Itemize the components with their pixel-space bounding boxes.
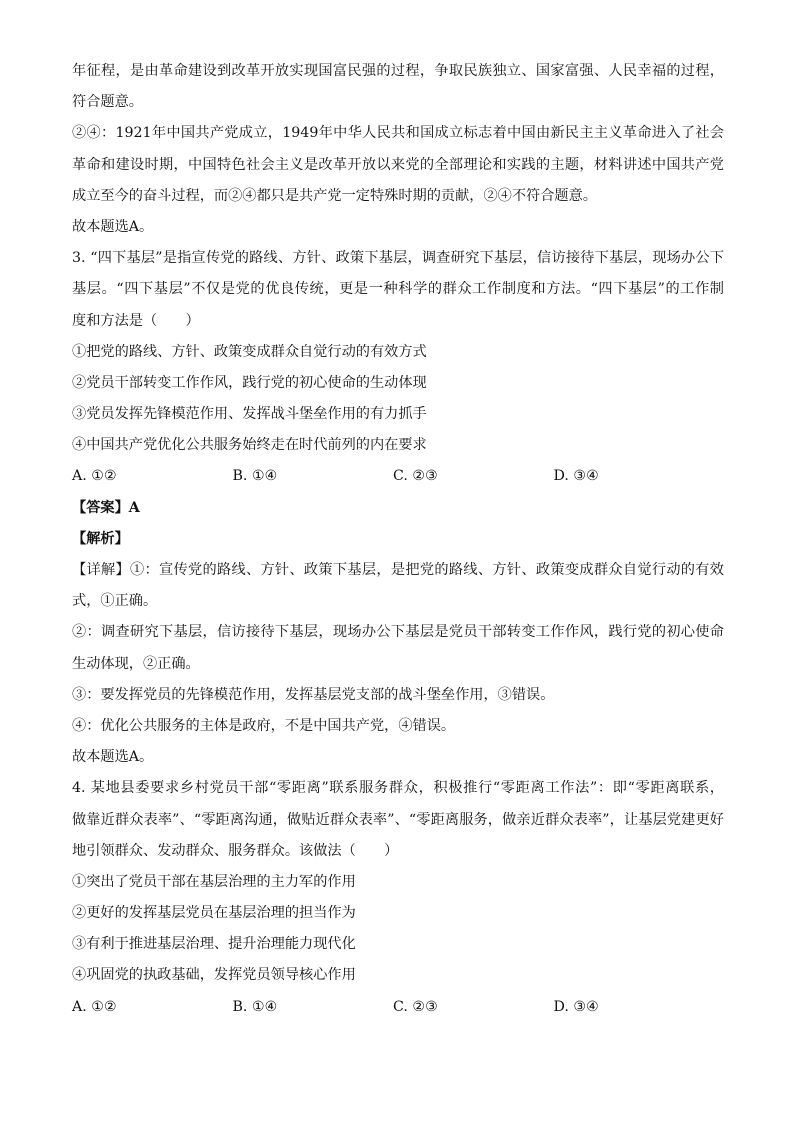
text-line: ②更好的发挥基层党员在基层治理的担当作为: [72, 905, 356, 922]
answer-options: [72, 461, 724, 492]
answer-option: D. ③④: [553, 998, 599, 1015]
text-line: 基层。“四下基层”不仅是党的优良传统，更是一种科学的群众工作制度和方法。“四下基层”的工作制: [72, 281, 724, 298]
text-line: 做靠近群众表率”、“零距离沟通，做贴近群众表率”、“零距离服务，做亲近群众表率”，让基层党建更好: [72, 811, 724, 828]
text-line: 符合题意。: [72, 94, 143, 111]
text-line: ④：优化公共服务的主体是政府，不是中国共产党，④错误。: [72, 717, 456, 734]
answer-option: A. ①②: [72, 468, 117, 485]
text-line: ②：调查研究下基层，信访接待下基层，现场办公下基层是党员干部转变工作作风，践行党的初心使命: [72, 624, 724, 641]
text-line: ①突出了党员干部在基层治理的主力军的作用: [72, 873, 356, 890]
text-line: 成立至今的奋斗过程，而②④都只是共产党一定特殊时期的贡献，②④不符合题意。: [72, 187, 597, 204]
text-line: 【详解】①：宣传党的路线、方针、政策下基层，是把党的路线、方针、政策变成群众自觉行动的有效: [72, 562, 724, 578]
text-line: 4. 某地县委要求乡村党员干部“零距离”联系服务群众，积极推行“零距离工作法”：即“零距离联系，: [72, 780, 724, 797]
text-line: ④巩固党的执政基础，发挥党员领导核心作用: [72, 967, 356, 984]
answer-option: D. ③④: [553, 468, 599, 485]
text-line: 式，①正确。: [72, 593, 158, 610]
text-line: 故本题选A。: [72, 218, 154, 235]
answer-option: A. ①②: [72, 998, 117, 1015]
text-line: ③党员发挥先锋模范作用、发挥战斗堡垒作用的有力抓手: [72, 406, 427, 423]
text-line: ③有利于推进基层治理、提升治理能力现代化: [72, 936, 356, 953]
document-page: [72, 56, 724, 1023]
text-line: ①把党的路线、方针、政策变成群众自觉行动的有效方式: [72, 343, 427, 360]
answer-options: [72, 992, 724, 1023]
answer-option: B. ①④: [232, 998, 278, 1015]
text-line: 地引领群众、发动群众、服务群众。该做法（ ）: [72, 842, 399, 859]
answer-option: C. ②③: [393, 998, 438, 1015]
text-line: 3. “四下基层”是指宣传党的路线、方针、政策下基层，调查研究下基层，信访接待下基层，现场办公下: [72, 250, 724, 267]
section-heading: 【解析】: [72, 530, 129, 547]
text-line: 年征程，是由革命建设到改革开放实现国富民强的过程，争取民族独立、国家富强、人民幸福的过程，: [72, 63, 724, 79]
text-line: ②④：1921年中国共产党成立，1949年中华人民共和国成立标志着中国由新民主主义革命进入了社会: [72, 125, 724, 142]
text-line: 革命和建设时期，中国特色社会主义是改革开放以来党的全部理论和实践的主题，材料讲述中国共产党: [72, 156, 724, 173]
answer-option: C. ②③: [393, 468, 438, 485]
text-line: ②党员干部转变工作作风，践行党的初心使命的生动体现: [72, 374, 427, 391]
text-line: 故本题选A。: [72, 749, 154, 766]
section-heading: 【答案】A: [72, 499, 140, 516]
text-line: ③：要发挥党员的先锋模范作用，发挥基层党支部的战斗堡垒作用，③错误。: [72, 686, 555, 703]
text-line: 生动体现，②正确。: [72, 655, 200, 672]
answer-option: B. ①④: [232, 468, 278, 485]
text-line: 度和方法是（ ）: [72, 312, 200, 329]
text-line: ④中国共产党优化公共服务始终走在时代前列的内在要求: [72, 437, 427, 454]
